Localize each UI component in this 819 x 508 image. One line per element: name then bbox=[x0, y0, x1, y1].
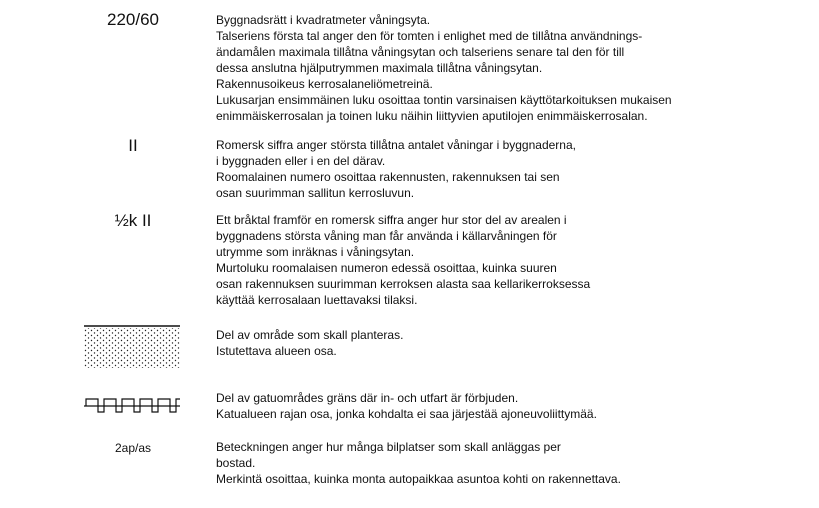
description-line: Murtoluku roomalaisen numeron edessä osoittaa, kuinka suuren bbox=[216, 261, 557, 275]
description-line: ändamålen maximala tillåtna våningsytan och talseriens senare tal den för till bbox=[216, 45, 625, 59]
description-line: dessa anslutna hjälputrymmen maximala tillåtna våningsytan. bbox=[216, 61, 543, 75]
description-line: Roomalainen numero osoittaa rakennusten, rakennuksen tai sen bbox=[216, 170, 560, 184]
description-line: Beteckningen anger hur många bilplatser som skall anläggas per bbox=[216, 440, 561, 454]
description-line: käyttää kerrosalaan luettavaksi tilaksi. bbox=[216, 293, 418, 307]
entry-description bbox=[216, 439, 806, 487]
description-line: osan rakennuksen suurimman kerroksen alasta saa kellarikerroksessa bbox=[216, 277, 591, 291]
description-line: Istutettava alueen osa. bbox=[216, 344, 337, 358]
no-access-street-boundary-icon bbox=[84, 392, 184, 422]
description-line: Ett bråktal framför en romersk siffra anger hur stor del av arealen i bbox=[216, 213, 567, 227]
symbol-label: ½k II bbox=[114, 211, 152, 230]
description-line: i byggnaden eller i en del därav. bbox=[216, 154, 386, 168]
description-line: bostad. bbox=[216, 456, 256, 470]
symbol-label: 220/60 bbox=[107, 10, 159, 29]
description-line: enimmäiskerrosalan ja toinen luku näihin liittyvien aputilojen enimmäiskerrosalan. bbox=[216, 109, 648, 123]
description-line: Del av område som skall planteras. bbox=[216, 328, 404, 342]
entry-description bbox=[216, 212, 806, 308]
description-line: Romersk siffra anger största tillåtna antalet våningar i byggnaderna, bbox=[216, 138, 576, 152]
entry-description bbox=[216, 12, 806, 124]
description-line: Byggnadsrätt i kvadratmeter våningsyta. bbox=[216, 13, 431, 27]
entry-description bbox=[216, 137, 806, 201]
symbol-label: II bbox=[128, 136, 138, 155]
entry-description bbox=[216, 390, 806, 422]
description-line: utrymme som inräknas i våningsytan. bbox=[216, 245, 415, 259]
description-line: osan suurimman sallitun kerrosluvun. bbox=[216, 186, 415, 200]
symbol-label: 2ap/as bbox=[114, 441, 152, 455]
description-line: byggnadens största våning man får använda i källarvåningen för bbox=[216, 229, 557, 243]
description-line: Talseriens första tal anger den för tomten i enlighet med de tillåtna användnings- bbox=[216, 29, 643, 43]
description-line: Del av gatuområdes gräns där in- och utfart är förbjuden. bbox=[216, 391, 519, 405]
entry-description bbox=[216, 327, 806, 359]
dotted-planting-area-icon bbox=[84, 324, 184, 370]
description-line: Lukusarjan ensimmäinen luku osoittaa tontin varsinaisen käyttötarkoituksen mukaisen bbox=[216, 93, 672, 107]
description-line: Katualueen rajan osa, jonka kohdalta ei saa järjestää ajoneuvoliittymää. bbox=[216, 407, 597, 421]
description-line: Merkintä osoittaa, kuinka monta autopaikkaa asuntoa kohti on rakennettava. bbox=[216, 472, 621, 486]
description-line: Rakennusoikeus kerrosalaneliömetreinä. bbox=[216, 77, 433, 91]
